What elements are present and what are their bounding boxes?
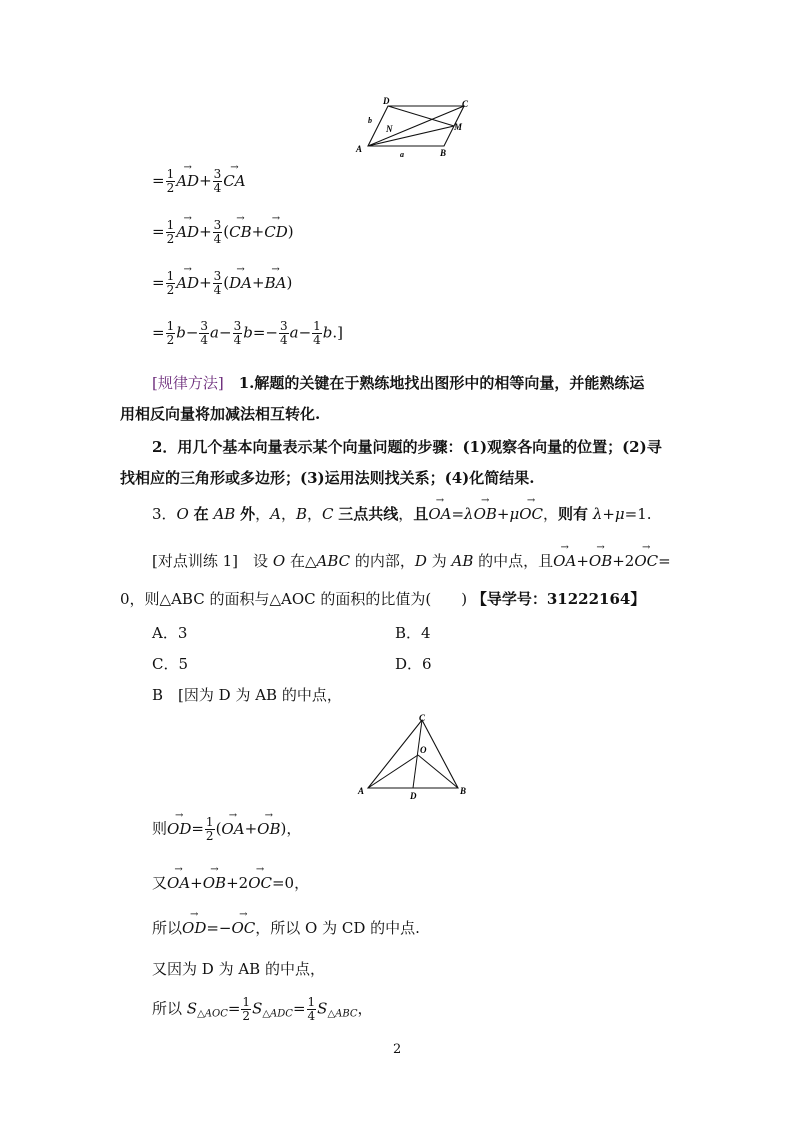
fig1-label-a: A [356, 144, 363, 154]
fig1-label-n: N [386, 124, 393, 134]
derivation-line-4: = $\frac{1}{2}$ b− $\frac{3}{4}$ a− $\frac{3}{4}$ b=− $\frac{3}{4}$ a− $\frac{1}{4}$ b.] [152, 319, 344, 347]
derivation-line-2: = $\frac{1}{2}$ → AD+ $\frac{3}{4}$ (→ CB+→ CD) [152, 219, 294, 246]
derivation-line-3: = $\frac{1}{2}$ → AD+ $\frac{3}{4}$ (→ DA+→ BA) [152, 270, 292, 297]
fig1-label-d: D [383, 96, 390, 106]
option-c: C．5 [152, 655, 189, 673]
answer-line-again: 又因为 D 为 AB 的中点， [152, 960, 325, 978]
answer-intro: B [因为 D 为 AB 的中点， [152, 686, 342, 704]
method-line-5: 3．O 在 AB 外，A，B，C 三点共线，且→ OA=λ→ OB+μ→ OC，则有 λ+μ=1. [152, 503, 652, 524]
parallelogram-figure [350, 96, 480, 160]
fig2-label-o: O [420, 745, 427, 755]
page-number: 2 [393, 1042, 402, 1057]
option-b: B．4 [395, 624, 431, 642]
fig2-label-c: C [419, 713, 426, 723]
fig1-label-lower-a: a [400, 150, 404, 159]
fig1-label-m: M [454, 122, 463, 132]
method-line-1: [规律方法] 1.解题的关键在于熟练地找出图形中的相等向量，并能熟练运 [152, 374, 645, 392]
method-line-4: 找相应的三角形或多边形；(3)运用法则找关系；(4)化简结果. [120, 469, 535, 487]
fig1-label-b: B [440, 148, 447, 158]
option-d: D．6 [395, 655, 432, 673]
answer-line-so: 所以→ OD=−→ OC，所以 O 为 CD 的中点. [152, 917, 420, 938]
exercise-tag: [对点训练 1] [152, 552, 239, 570]
fig1-label-lower-b: b [368, 116, 372, 125]
answer-line-then: 则→ OD= $\frac{1}{2}$ (→ OA+→ OB)， [152, 816, 301, 843]
triangle-figure [352, 710, 477, 802]
exercise-line-1: [对点训练 1] 设 O 在△ABC 的内部，D 为 AB 的中点，且→ OA+→ OB+2→ OC= [152, 550, 671, 571]
method-tag: [规律方法] [152, 374, 224, 392]
fig2-label-a: A [358, 786, 365, 796]
reference-number: 【导学号：31222164】 [471, 590, 646, 608]
option-a: A．3 [152, 624, 188, 642]
fig2-label-b: B [460, 786, 467, 796]
method-line-2: 用相反向量将加减法相互转化. [120, 405, 321, 423]
exercise-line-2: 0，则△ABC 的面积与△AOC 的面积的比值为( ) 【导学号：31222164】 [120, 590, 646, 608]
fig1-label-c: C [462, 99, 469, 109]
fig2-label-d: D [410, 791, 417, 801]
method-line-3: 2．用几个基本向量表示某个向量问题的步骤：(1)观察各向量的位置；(2)寻 [152, 438, 662, 456]
answer-line-final: 所以 $S_{\triangle AOC}=$ $\frac{1}{2}$ $S_{\triangle ADC}=$ $\frac{1}{4}$ $S_{\triangle ABC}$， [152, 995, 373, 1023]
derivation-line-1: = $\frac{1}{2}$ → AD+ $\frac{3}{4}$ → CA [152, 168, 246, 195]
answer-line-also: 又→ OA+→ OB+2→ OC=0， [152, 872, 309, 893]
